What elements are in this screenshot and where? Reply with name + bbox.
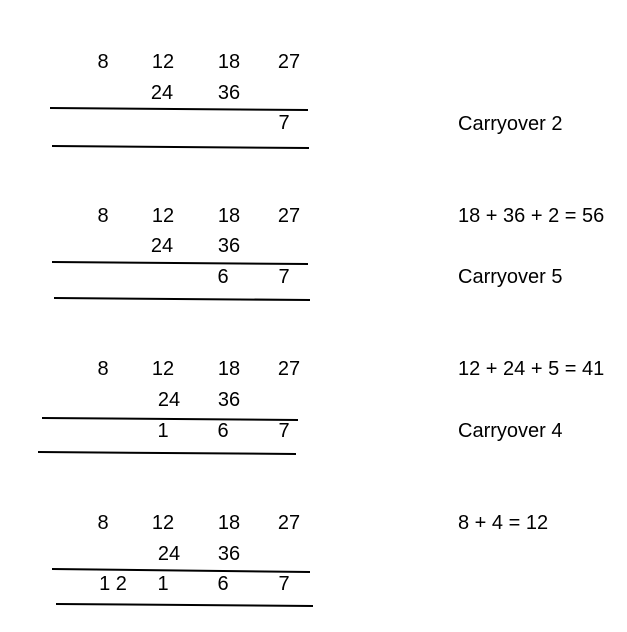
- block-1-top-value: 27: [277, 51, 301, 73]
- block-4-top-value: 18: [217, 512, 241, 534]
- block-4-result-value: 6: [217, 573, 229, 595]
- block-4-second-value: 24: [157, 543, 181, 565]
- block-3-result-value: 7: [278, 420, 290, 442]
- block-3-result-value: 6: [217, 420, 229, 442]
- block-1-result-value: 7: [278, 112, 290, 134]
- block-2-result-value: 6: [217, 266, 229, 288]
- block-3-second-value: 36: [217, 389, 241, 411]
- block-1-note: Carryover 2: [458, 113, 563, 135]
- block-4-top-value: 12: [151, 512, 175, 534]
- block-4-result-value: 1 2: [99, 573, 127, 595]
- block-4-second-value: 36: [217, 543, 241, 565]
- block-2-second-value: 24: [150, 235, 174, 257]
- block-4-note: 8 + 4 = 12: [458, 512, 549, 534]
- block-4-lower-rule: [56, 604, 313, 606]
- block-1-second-value: 36: [217, 82, 241, 104]
- block-2-note: 18 + 36 + 2 = 56: [458, 205, 605, 227]
- block-2-top-value: 8: [97, 205, 109, 227]
- block-1-top-value: 18: [217, 51, 241, 73]
- block-1-second-value: 24: [150, 82, 174, 104]
- block-4-top-value: 8: [97, 512, 109, 534]
- block-2-upper-rule: [52, 262, 308, 264]
- block-1-lower-rule: [52, 146, 309, 148]
- block-2-top-value: 18: [217, 205, 241, 227]
- block-4-result-value: 7: [278, 573, 290, 595]
- block-3-second-value: 24: [157, 389, 181, 411]
- block-3-top-value: 12: [151, 358, 175, 380]
- block-4-result-value: 1: [157, 573, 169, 595]
- block-2-top-value: 27: [277, 205, 301, 227]
- block-3-lower-rule: [38, 452, 296, 454]
- block-3-top-value: 8: [97, 358, 109, 380]
- block-2-lower-rule: [54, 298, 310, 300]
- block-3-result-value: 1: [157, 420, 169, 442]
- block-4-upper-rule: [52, 569, 310, 572]
- block-3-note: 12 + 24 + 5 = 41: [458, 358, 605, 380]
- block-3-upper-rule: [42, 418, 298, 420]
- block-1-top-value: 12: [151, 51, 175, 73]
- block-3-note: Carryover 4: [458, 420, 563, 442]
- block-4-top-value: 27: [277, 512, 301, 534]
- block-1-upper-rule: [50, 108, 308, 110]
- block-3-top-value: 27: [277, 358, 301, 380]
- block-3-top-value: 18: [217, 358, 241, 380]
- block-2-note: Carryover 5: [458, 266, 563, 288]
- block-2-second-value: 36: [217, 235, 241, 257]
- block-1-top-value: 8: [97, 51, 109, 73]
- block-2-top-value: 12: [151, 205, 175, 227]
- block-2-result-value: 7: [278, 266, 290, 288]
